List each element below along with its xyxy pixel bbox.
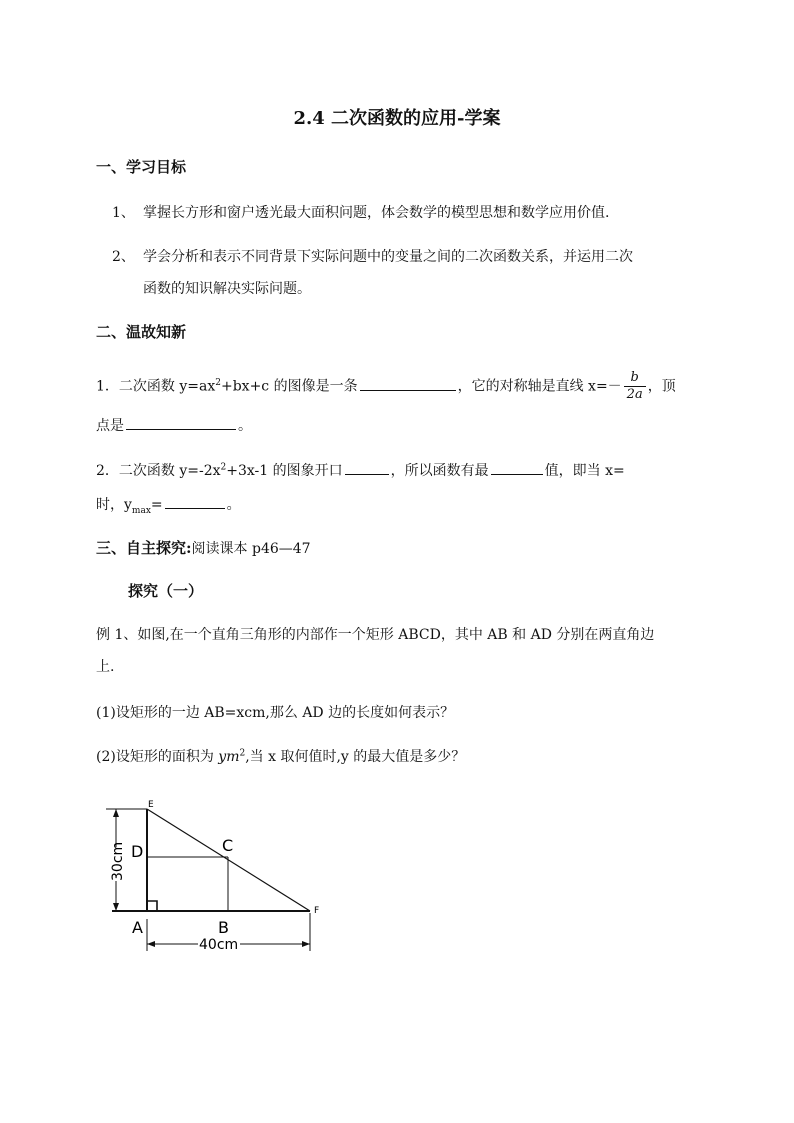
q2-part-d: 值，即当 x= <box>544 463 625 479</box>
fraction-b-over-2a <box>624 370 646 403</box>
point-label-F: F <box>314 906 320 916</box>
q2-line2a: 时，y <box>96 497 132 513</box>
q2-part-a: 2．二次函数 y=-2x <box>96 463 221 479</box>
q2-exponent: 2 <box>220 462 227 473</box>
section-heading-explore <box>96 537 311 558</box>
q2-blank-ymax[interactable] <box>165 495 225 509</box>
section-heading-goals: 一、学习目标 <box>96 158 187 176</box>
goal-number-2: 2、 <box>112 249 135 265</box>
q1-part-d: ，顶 <box>647 378 676 395</box>
goal-text-2-cont: 函数的知识解决实际问题。 <box>143 281 311 297</box>
question-2-line-1 <box>96 460 625 480</box>
q2-blank-direction[interactable] <box>345 461 389 475</box>
question-1-line-1 <box>96 370 676 403</box>
right-angle-mark <box>147 901 157 911</box>
explore-reading: 阅读课本 p46—47 <box>191 541 311 557</box>
arrow-right <box>302 941 310 947</box>
point-label-A: A <box>132 918 143 937</box>
explore-heading: 三、自主探究: <box>96 539 192 557</box>
fraction-denominator: 2a <box>626 387 643 402</box>
p2-unit-exponent: 2 <box>239 748 246 759</box>
question-2-line-2 <box>96 494 241 516</box>
point-label-E: E <box>148 800 154 810</box>
fraction-numerator: b <box>624 370 646 387</box>
page-title: 2.4 二次函数的应用-学案 <box>293 108 501 129</box>
goal-number-1: 1、 <box>112 205 135 221</box>
dim-40cm-label: 40cm <box>199 937 239 953</box>
p2-unit: ym <box>218 749 240 765</box>
explore-sub-heading: 探究（一） <box>128 582 204 600</box>
dim-30cm-label: 30cm <box>110 841 126 881</box>
goal-text-1: 掌握长方形和窗户透光最大面积问题，体会数学的模型思想和数学应用价值. <box>143 205 610 221</box>
arrow-up <box>113 809 119 817</box>
arrow-down <box>113 903 119 911</box>
example-part-2 <box>96 746 465 766</box>
q2-part-c: ，所以函数有最 <box>390 463 489 479</box>
example-part-1: (1)设矩形的一边 AB=xcm,那么 AD 边的长度如何表示？ <box>96 705 455 721</box>
q1-part-b: +bx+c 的图像是一条 <box>220 378 358 395</box>
q2-subscript-max: max <box>131 505 151 516</box>
q2-end: 。 <box>226 497 241 513</box>
q2-part-b: +3x-1 的图象开口 <box>226 463 343 479</box>
q1-end: 。 <box>238 418 252 434</box>
section-heading-review: 二、温故知新 <box>96 323 187 341</box>
q1-exponent: 2 <box>215 377 221 388</box>
example-1-line-2: 上. <box>96 659 115 675</box>
triangle-rectangle-figure <box>100 795 340 960</box>
p2-part-a: (2)设矩形的面积为 <box>96 749 219 765</box>
arrow-left <box>147 941 155 947</box>
q1-part-a: 1．二次函数 y=ax <box>96 378 216 395</box>
q1-blank-curve[interactable] <box>360 377 456 391</box>
p2-part-b: ,当 x 取何值时,y 的最大值是多少？ <box>245 749 466 765</box>
q2-line2b: = <box>150 497 163 513</box>
example-1-line-1: 例 1、如图,在一个直角三角形的内部作一个矩形 ABCD，其中 AB 和 AD 分别在两直角边 <box>96 627 655 643</box>
question-1-line-2 <box>96 415 252 435</box>
q1-blank-vertex[interactable] <box>126 416 236 430</box>
point-label-D: D <box>131 842 144 861</box>
point-label-C: C <box>222 836 234 855</box>
q1-line2: 点是 <box>96 418 124 434</box>
point-label-B: B <box>218 918 229 937</box>
q1-part-c: ，它的对称轴是直线 x=－ <box>457 378 622 395</box>
goal-text-2: 学会分析和表示不同背景下实际问题中的变量之间的二次函数关系，并运用二次 <box>143 249 633 265</box>
q2-blank-extreme[interactable] <box>491 461 543 475</box>
